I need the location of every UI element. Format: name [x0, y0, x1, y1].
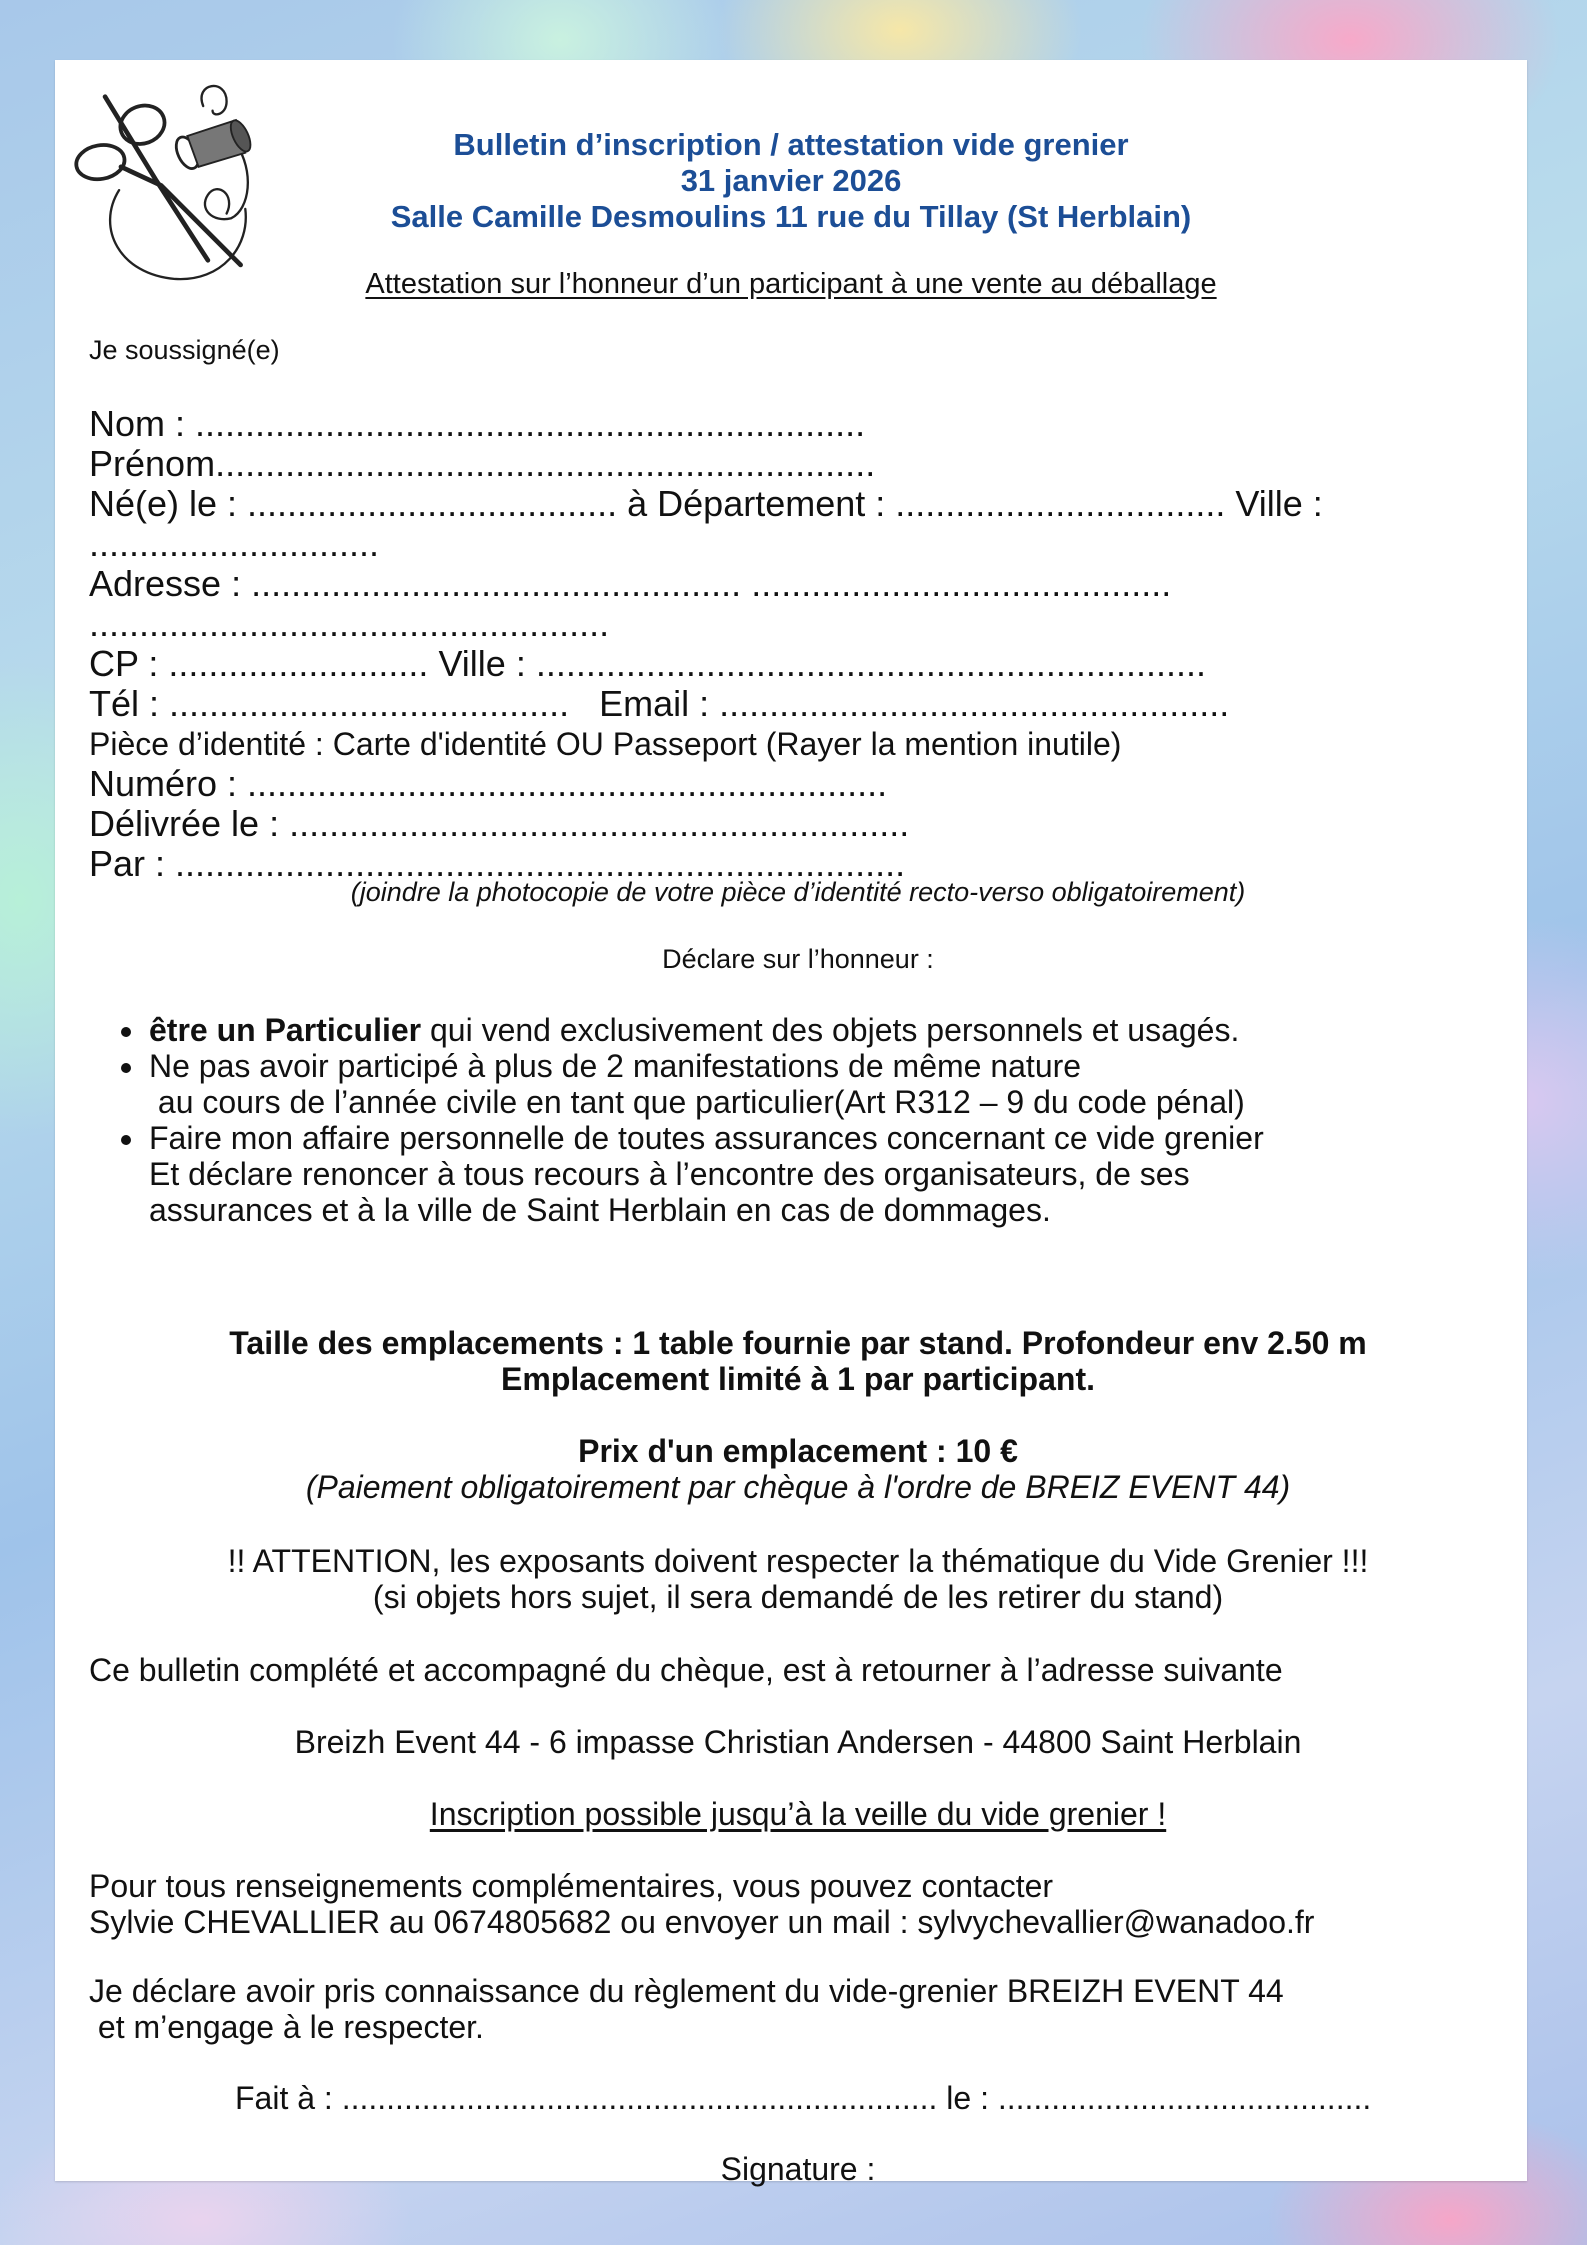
- item-text: au cours de l’année civile en tant que particulier(Art R312 – 9 du code pénal): [149, 1084, 1245, 1120]
- declaration-item: [147, 1120, 1507, 1228]
- email-dots: ...................................................: [719, 683, 1230, 724]
- rules-text: Je déclare avoir pris connaissance du règlement du vide-grenier BREIZH EVENT 44: [89, 1973, 1284, 2009]
- declaration-item: [147, 1012, 1507, 1048]
- stand-limit-text: Emplacement limité à 1 par participant.: [501, 1361, 1095, 1397]
- attention-text: !! ATTENTION, les exposants doivent respecter la thématique du Vide Grenier !!!: [227, 1543, 1369, 1579]
- ville-dots: ...................................................................: [535, 643, 1206, 684]
- ville-label: Ville :: [428, 643, 536, 684]
- price-text: Prix d'un emplacement : 10 €: [578, 1433, 1018, 1469]
- birth-field[interactable]: [89, 484, 1507, 524]
- prenom-field[interactable]: [89, 444, 1507, 484]
- registration-deadline: Inscription possible jusqu’à la veille du vide grenier !: [429, 1796, 1167, 1832]
- photocopy-note: (joindre la photocopie de votre pièce d’identité recto-verso obligatoirement): [350, 877, 1246, 907]
- payment-text: (Paiement obligatoirement par chèque à l'ordre de BREIZ EVENT 44): [305, 1469, 1291, 1505]
- cp-dots: ..........................: [168, 643, 429, 684]
- return-instructions: Ce bulletin complété et accompagné du chèque, est à retourner à l’adresse suivante: [89, 1652, 1283, 1688]
- date-dots: ..........................................: [997, 2080, 1372, 2116]
- signature-label[interactable]: Signature :: [720, 2151, 876, 2187]
- rules-text: et m’engage à le respecter.: [89, 2009, 484, 2045]
- piece-identite-text: Pièce d’identité : Carte d'identité OU Passeport (Rayer la mention inutile): [89, 726, 1122, 762]
- numero-dots: ................................................................: [247, 763, 888, 804]
- adresse-dots: .................................................: [251, 563, 742, 604]
- attention-subtext: (si objets hors sujet, il sera demandé de les retirer du stand): [372, 1579, 1224, 1615]
- nom-field[interactable]: [89, 404, 1507, 444]
- contact-details: Sylvie CHEVALLIER au 0674805682 ou envoyer un mail : sylvychevallier@wanadoo.fr: [89, 1904, 1315, 1940]
- declaration-item: [147, 1048, 1507, 1120]
- adresse-dots: ..........................................: [751, 563, 1172, 604]
- cp-label: CP :: [89, 643, 169, 684]
- department-label: à Département :: [617, 483, 896, 524]
- birth-city-dots: .............................: [89, 523, 380, 564]
- numero-label: Numéro :: [89, 763, 248, 804]
- event-venue: Salle Camille Desmoulins 11 rue du Tillay (St Herblain): [390, 199, 1192, 234]
- email-label: Email :: [599, 683, 720, 724]
- item-text: Faire mon affaire personnelle de toutes assurances concernant ce vide grenier: [149, 1120, 1264, 1156]
- attention-notice: [89, 1543, 1507, 1615]
- return-address: Breizh Event 44 - 6 impasse Christian Andersen - 44800 Saint Herblain: [294, 1724, 1302, 1760]
- nom-label: Nom :: [89, 403, 196, 444]
- tel-dots: ........................................: [169, 683, 570, 724]
- par-label: Par :: [89, 843, 176, 884]
- place-date-field[interactable]: [235, 2080, 1507, 2116]
- bold-text: être un Particulier: [149, 1012, 422, 1048]
- delivree-field[interactable]: [89, 804, 1507, 844]
- stand-size-info: [89, 1325, 1507, 1397]
- tel-email-field[interactable]: [89, 684, 1507, 724]
- fait-dots: ...................................................................: [341, 2080, 938, 2116]
- adresse-field[interactable]: [89, 564, 1507, 604]
- fait-label: Fait à :: [235, 2080, 342, 2116]
- delivree-label: Délivrée le :: [89, 803, 290, 844]
- date-label: le :: [937, 2080, 998, 2116]
- department-dots: .................................: [895, 483, 1226, 524]
- rules-acknowledgement: [89, 1973, 1507, 2045]
- prenom-label: Prénom: [89, 443, 216, 484]
- birth-label: Né(e) le :: [89, 483, 248, 524]
- birth-city-field[interactable]: [89, 524, 1507, 564]
- birth-dots: .....................................: [247, 483, 618, 524]
- stand-size-text: Taille des emplacements : 1 table fournie par stand. Profondeur env 2.50 m: [229, 1325, 1367, 1361]
- item-text: Et déclare renoncer à tous recours à l’encontre des organisateurs, de ses: [149, 1156, 1190, 1192]
- item-text: assurances et à la ville de Saint Herblain en cas de dommages.: [149, 1192, 1051, 1228]
- contact-info: [89, 1868, 1507, 1940]
- prenom-dots: ..................................................................: [215, 443, 876, 484]
- attestation-subtitle: Attestation sur l’honneur d’un participant à une vente au déballage: [365, 268, 1217, 300]
- item-text: qui vend exclusivement des objets personnels et usagés.: [421, 1012, 1240, 1048]
- birth-city-label: Ville :: [1225, 483, 1323, 524]
- cp-ville-field[interactable]: [89, 644, 1507, 684]
- item-text: Ne pas avoir participé à plus de 2 manifestations de même nature: [149, 1048, 1082, 1084]
- adresse-label: Adresse :: [89, 563, 252, 604]
- title-line: Bulletin d’inscription / attestation vide grenier: [453, 127, 1129, 162]
- tel-label: Tél :: [89, 683, 170, 724]
- contact-text: Pour tous renseignements complémentaires, vous pouvez contacter: [89, 1868, 1054, 1904]
- form-title: [55, 127, 1527, 235]
- event-date: 31 janvier 2026: [680, 163, 902, 198]
- numero-field[interactable]: [89, 764, 1507, 804]
- adresse-dots: ....................................................: [89, 603, 610, 644]
- par-dots: .........................................................................: [175, 843, 906, 884]
- price-info: [89, 1433, 1507, 1505]
- adresse-field-continued[interactable]: [89, 604, 1507, 644]
- form-page: [55, 60, 1527, 2187]
- nom-dots: ...................................................................: [195, 403, 866, 444]
- intro-text: Je soussigné(e): [89, 335, 280, 365]
- declaration-list: [89, 1012, 1507, 1228]
- delivree-dots: ..............................................................: [289, 803, 910, 844]
- declaration-heading: Déclare sur l’honneur :: [662, 944, 934, 974]
